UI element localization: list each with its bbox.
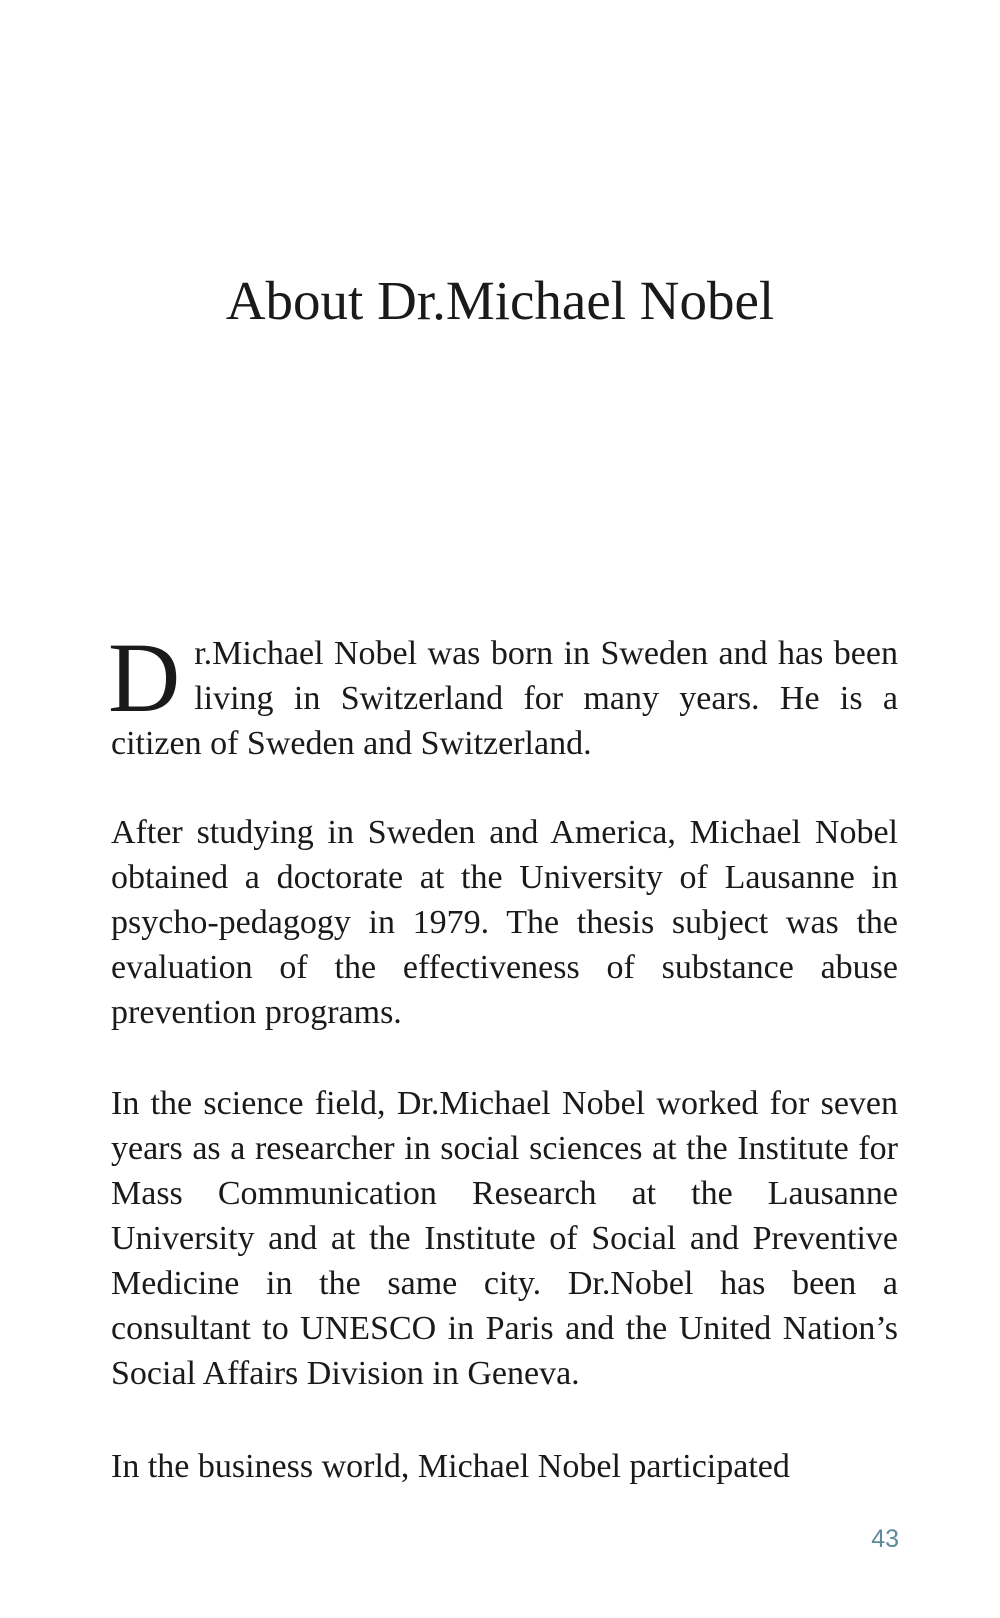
- paragraph-4: In the business world, Michael Nobel participated: [111, 1448, 790, 1485]
- page-number: 43: [871, 1525, 899, 1553]
- paragraph-1-text: r.Michael Nobel was born in Sweden and has been living in Switzerland for many years. He is a citizen of Sweden and Switzerland.: [111, 635, 898, 762]
- page-title: About Dr.Michael Nobel: [225, 270, 775, 331]
- paragraph-2: After studying in Sweden and America, Michael Nobel obtained a doctorate at the University of Lausanne in psycho-pedagogy in 1979. The thesis subject was the evaluation of the effectiveness of substance abuse prevention programs.: [111, 814, 898, 1031]
- paragraph-3: In the science field, Dr.Michael Nobel worked for seven years as a researcher in social sciences at the Institute for Mass Communication Research at the Lausanne University and at the Institute of Social and Preventive Medicine in the same city. Dr.Nobel has been a consultant to UNESCO in Paris and the United Nation’s Social Affairs Division in Geneva.: [111, 1085, 898, 1392]
- drop-cap: D: [108, 622, 181, 733]
- paragraph-1: [108, 622, 898, 766]
